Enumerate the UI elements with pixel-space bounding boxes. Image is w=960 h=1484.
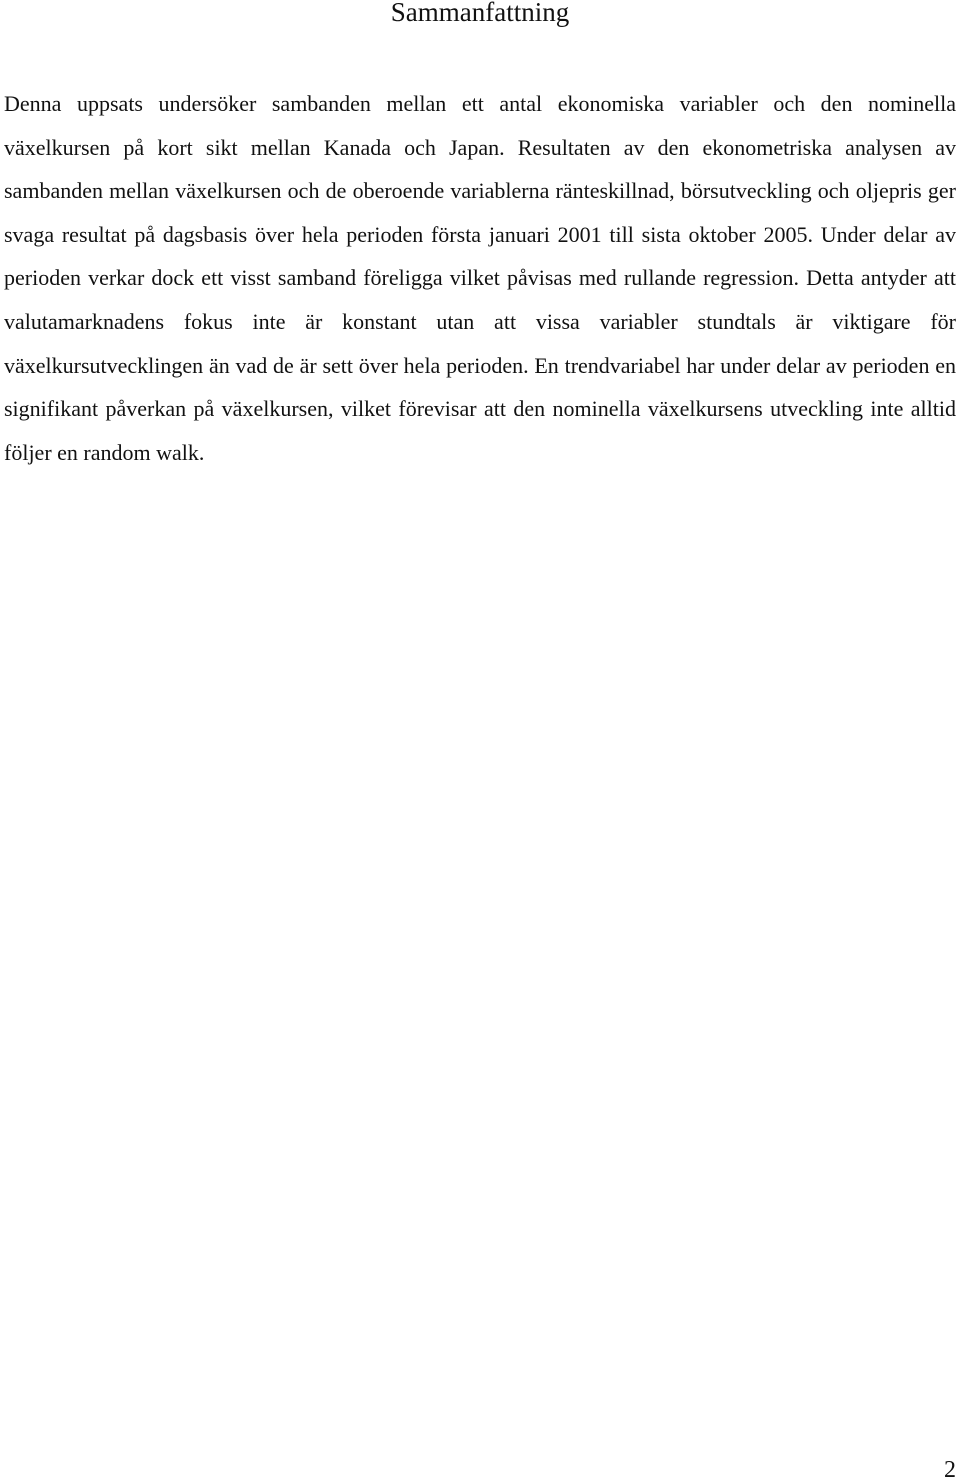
summary-paragraph: Denna uppsats undersöker sambanden mellan ett antal ekonomiska variabler och den nominella växelkursen på kort sikt mellan Kanada och Japan. Resultaten av den ekonometriska analysen av sambanden mellan växelkursen och de oberoende variablerna ränteskillnad, börsutveckling och oljepris ger svaga resultat på dagsbasis över hela perioden första januari 2001 till sista oktober 2005. Under delar av perioden verkar dock ett visst samband föreligga vilket påvisas med rullande regression. Detta antyder att valutamarknadens fokus inte är konstant utan att vissa variabler stundtals är viktigare för växelkursutvecklingen än vad de är sett över hela perioden. En trendvariabel har under delar av perioden en signifikant påverkan på växelkursen, vilket förevisar att den nominella växelkursens utveckling inte alltid följer en random walk.: [4, 91, 956, 465]
page-title: Sammanfattning: [390, 0, 570, 27]
page-number: 2: [944, 1457, 956, 1483]
